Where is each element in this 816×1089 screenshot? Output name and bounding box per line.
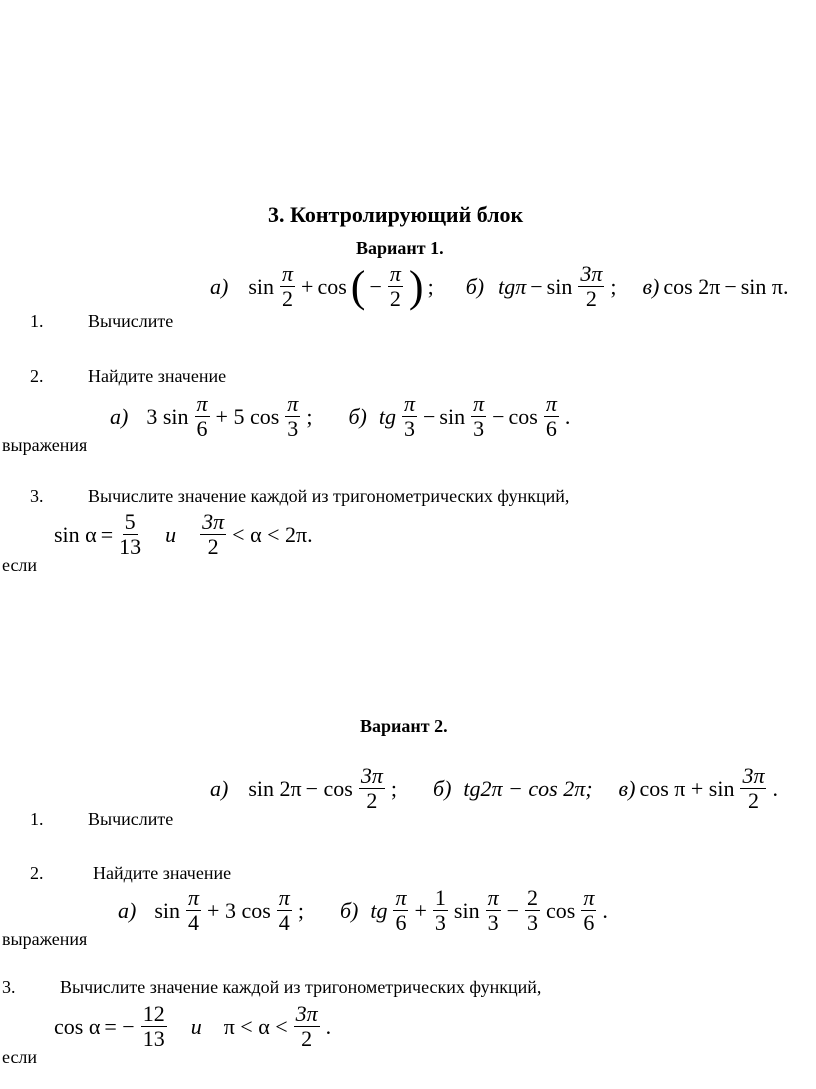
v2-f2-sin: sin — [154, 897, 181, 923]
v1-f1-v: в) — [642, 273, 660, 299]
v1-f2-sin: sin — [439, 403, 466, 429]
v1-f2-cos: cos — [508, 403, 538, 429]
v2-f2-dot: . — [602, 897, 608, 923]
v1-f1-minus2: − — [530, 273, 543, 299]
v1-f1-a: а) — [210, 273, 229, 299]
v1-f1-sin: sin — [248, 273, 275, 299]
v2-f2-frac6: $\frac{2}{3}$ — [527, 885, 539, 935]
v2-task1-formula — [210, 764, 778, 813]
v1-f2-plus5cos: + 5 cos — [215, 403, 280, 429]
v2-f1-tg2pi: tg2π − cos 2π; — [463, 775, 593, 801]
variant2-title: Вариант 2. — [360, 716, 448, 736]
v1-f2-frac1: $\frac{\pi}{6}$ — [196, 391, 208, 441]
v1-f1-b: б) — [465, 273, 485, 299]
v2-f1-minuscos: − cos — [305, 775, 353, 801]
v1-task3-number: 3. — [30, 486, 44, 506]
v1-f1-frac3: $\frac{3\pi}{2}$ — [580, 261, 603, 311]
v1-f3-sina: sin α — [54, 521, 97, 547]
v2-f2-plus: + — [414, 897, 427, 923]
v1-f1-semi2: ; — [610, 273, 617, 299]
v1-f1-semi: ; — [427, 273, 434, 299]
v1-f1-lparen: ( — [350, 261, 366, 311]
v1-f1-sin2: sin — [546, 273, 573, 299]
v2-task2-number: 2. — [30, 863, 44, 883]
v1-f2-frac4: $\frac{\pi}{3}$ — [473, 391, 485, 441]
v1-f2-minus2: − — [492, 403, 505, 429]
v2-f2-a: а) — [118, 897, 137, 923]
v2-task3-number: 3. — [2, 977, 16, 997]
v1-f1-minus: − — [369, 273, 382, 299]
v1-f1-sinpi: sin π. — [740, 273, 789, 299]
v2-task1-label: Вычислите — [88, 809, 174, 829]
v2-task3-formula — [54, 1002, 331, 1051]
v2-f3-frac1: $\frac{12}{13}$ — [142, 1001, 165, 1051]
page-title: 3. Контролирующий блок — [268, 202, 524, 227]
v1-task1-formula — [210, 262, 789, 311]
v2-f1-semi: ; — [390, 775, 397, 801]
v2-f1-frac1: $\frac{3\pi}{2}$ — [360, 763, 383, 813]
v1-task2-label2: выражения — [2, 435, 88, 455]
v1-f1-minus3: − — [724, 273, 737, 299]
v1-f2-frac2: $\frac{\pi}{3}$ — [287, 391, 299, 441]
v2-task1-number: 1. — [30, 809, 44, 829]
v1-f3-and: и — [165, 521, 177, 547]
v2-f3-pilt: π < α < — [223, 1013, 288, 1039]
v2-f2-sin2: sin — [453, 897, 480, 923]
v2-f1-sin2pi: sin 2π — [248, 775, 302, 801]
v2-f2-cos: cos — [546, 897, 576, 923]
v1-f1-frac1: $\frac{\pi}{2}$ — [282, 261, 294, 311]
v1-f1-frac2: $\frac{\pi}{2}$ — [389, 261, 401, 311]
v2-task2-label: Найдите значение — [93, 863, 232, 883]
v1-f1-plus: + — [301, 273, 314, 299]
v2-f2-minus: − — [506, 897, 520, 923]
v1-f3-ineq: < α < 2π. — [232, 521, 313, 547]
v2-f2-plus3cos: + 3 cos — [207, 897, 271, 923]
v1-f3-eq: = — [100, 521, 114, 547]
v2-f2-b: б) — [339, 897, 359, 923]
v1-task2-label: Найдите значение — [88, 366, 227, 386]
v2-f2-semi: ; — [297, 897, 304, 923]
v1-f2-frac3: $\frac{\pi}{3}$ — [403, 391, 415, 441]
v2-task3-label: Вычислите значение каждой из тригонометрических функций, — [60, 977, 542, 997]
variant1-title: Вариант 1. — [356, 238, 444, 258]
v2-f3-frac2: $\frac{3\pi}{2}$ — [295, 1001, 318, 1051]
v2-f1-cospi: cos π + sin — [639, 775, 735, 801]
v1-task3-formula — [54, 510, 313, 559]
v1-task1-number: 1. — [30, 311, 44, 331]
v1-f1-rparen: ) — [408, 261, 424, 311]
v2-task2-label2: выражения — [2, 929, 88, 949]
v2-f3-dot: . — [325, 1013, 332, 1039]
v2-f2-frac3: $\frac{\pi}{6}$ — [395, 885, 407, 935]
v1-f2-dot: . — [564, 403, 571, 429]
v1-f2-frac5: $\frac{\pi}{6}$ — [545, 391, 557, 441]
v2-task3-label2: если — [2, 1047, 38, 1067]
v2-f1-a: а) — [210, 775, 229, 801]
v1-f1-cos2pi: cos 2π — [663, 273, 721, 299]
v1-task1-label: Вычислите — [88, 311, 174, 331]
v1-f2-semi: ; — [306, 403, 313, 429]
v1-f1-tgpi: tgπ — [498, 273, 527, 299]
v1-task3-label2: если — [2, 555, 38, 575]
v2-f2-frac1: $\frac{\pi}{4}$ — [188, 885, 200, 935]
v2-f2-frac5: $\frac{\pi}{3}$ — [487, 885, 499, 935]
v2-f2-frac4: $\frac{1}{3}$ — [434, 885, 446, 935]
v2-f2-frac2: $\frac{\pi}{4}$ — [278, 885, 290, 935]
v1-task2-formula — [110, 392, 570, 441]
v2-f1-v: в) — [618, 775, 636, 801]
v1-f2-minus1: − — [422, 403, 436, 429]
v2-f1-frac2: $\frac{3\pi}{2}$ — [742, 763, 765, 813]
v2-f3-and: и — [190, 1013, 202, 1039]
v2-f3-cosa: cos α — [54, 1013, 101, 1039]
v1-f3-frac2: $\frac{3\pi}{2}$ — [202, 509, 225, 559]
v1-f2-3sin: 3 sin — [146, 403, 189, 429]
v1-task3-label: Вычислите значение каждой из тригонометрических функций, — [88, 486, 570, 506]
v1-f2-a: а) — [110, 403, 129, 429]
v2-f2-tg: tg — [370, 897, 388, 923]
v1-f2-b: б) — [348, 403, 367, 429]
v1-f1-cos: cos — [317, 273, 347, 299]
v1-f3-frac1: $\frac{5}{13}$ — [119, 509, 142, 559]
v2-f1-dot: . — [772, 775, 778, 801]
v2-f2-frac7: $\frac{\pi}{6}$ — [583, 885, 595, 935]
v1-task2-number: 2. — [30, 366, 44, 386]
v2-f3-eq: = − — [104, 1013, 135, 1039]
v2-f1-b: б) — [433, 775, 452, 801]
v1-f2-tg: tg — [378, 403, 396, 429]
v2-task2-formula — [118, 886, 608, 935]
